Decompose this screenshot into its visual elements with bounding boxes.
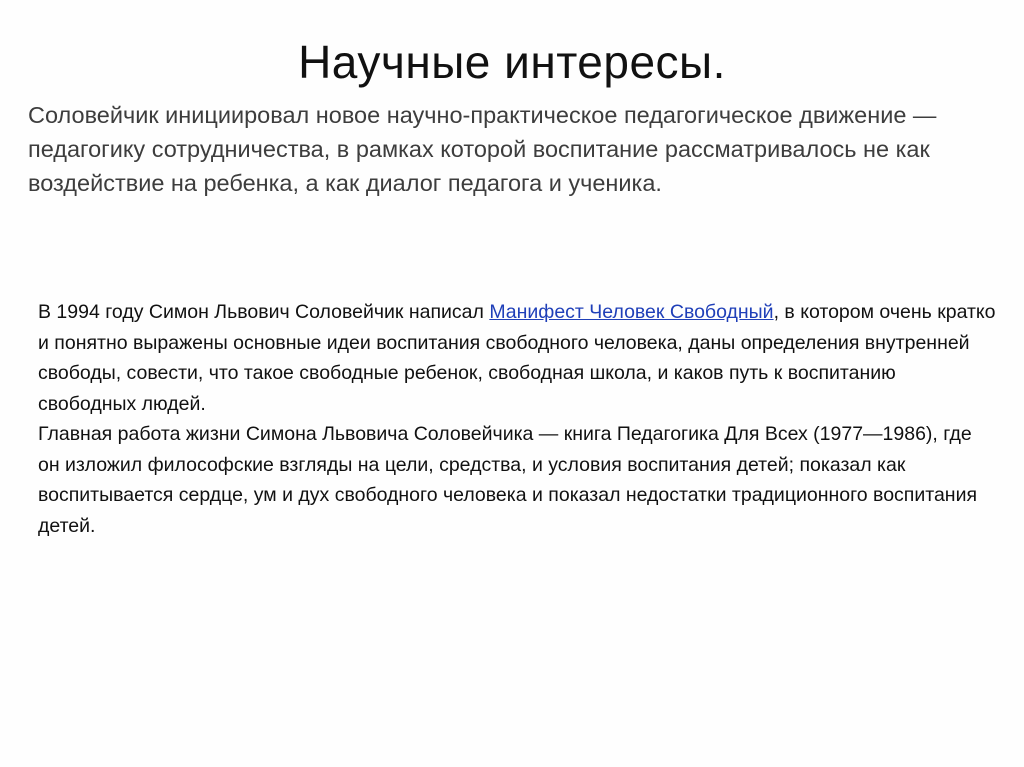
manifest-paragraph-end: , в котором очень кратко и понятно выражены основные идеи воспитания свободного человека, даны определения внутренней свободы, совести, что такое свободные ребенок, свободная школа, и каков путь к воспитанию свободных людей. xyxy=(38,301,996,415)
intro-paragraph: Соловейчик инициировал новое научно-практическое педагогическое движение — педагогику сотрудничества, в рамках которой воспитание рассматривалось не как воздействие на ребенка, а как диалог педагога и ученика. xyxy=(28,102,937,196)
body-text-block xyxy=(38,297,998,541)
slide-title: Научные интересы. xyxy=(298,36,726,88)
main-work-paragraph: Главная работа жизни Симона Львовича Соловейчика — книга Педагогика Для Всех (1977—1986), где он изложил философские взгляды на цели, средства, и условия воспитания детей; показал как воспитывается сердце, ум и дух свободного человека и показал недостатки традиционного воспитания детей. xyxy=(38,423,978,537)
manifest-paragraph xyxy=(38,297,998,419)
manifest-paragraph-start: В 1994 году Симон Львович Соловейчик написал xyxy=(38,301,490,323)
manifest-link[interactable]: Манифест Человек Свободный xyxy=(489,301,774,323)
